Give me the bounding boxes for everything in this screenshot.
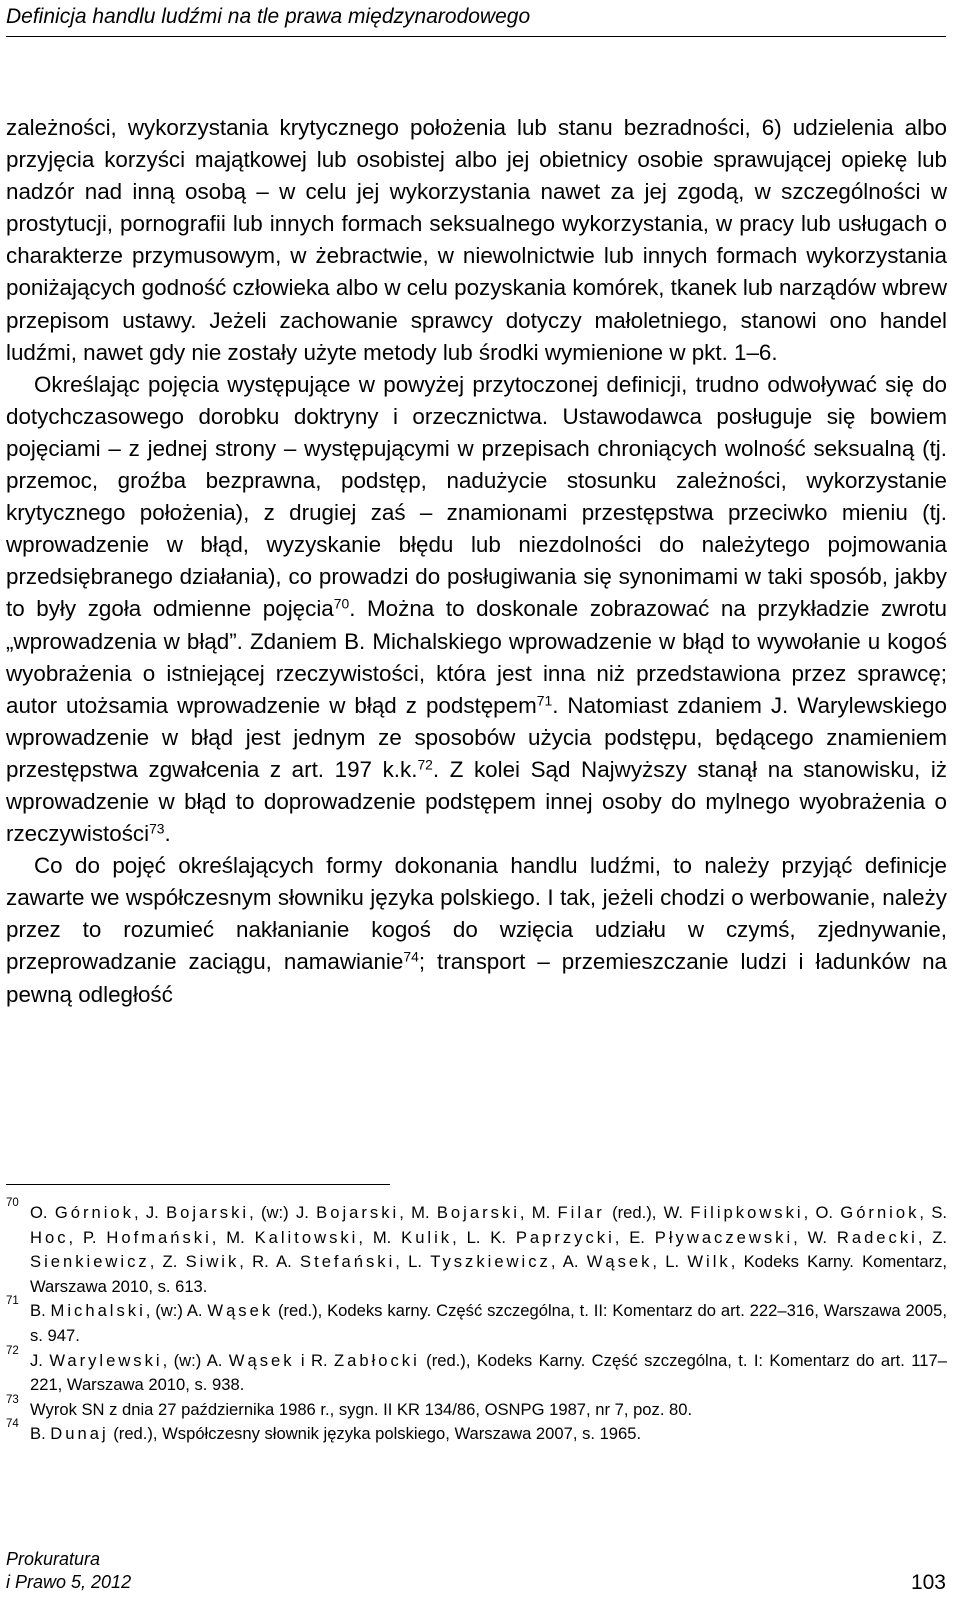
author-name: Radecki (836, 1227, 918, 1247)
footnote-number: 73 (6, 1393, 19, 1406)
author-name: Wąsek (586, 1252, 653, 1272)
footnote-text: , (w:) J. (249, 1203, 317, 1222)
journal-citation (6, 1548, 131, 1594)
paragraph-3-text-a: Co do pojęć określających formy dokonania handlu ludźmi, to należy przyjąć definicje zawarte we współczesnym słowniku języka polskiego. I tak, jeżeli chodzi o werbowanie, należy przez to rozumieć nakłanianie kogoś do wzięcia udziału w czymś, zjednywanie, przeprowadzanie zaciągu, namawianie (6, 853, 947, 975)
paragraph-3 (6, 850, 947, 1010)
author-name: Siwik (185, 1252, 240, 1272)
footnote-text: , M. (358, 1227, 402, 1247)
paragraph-2-text-b: . Można to doskonale zobrazować na przykładzie zwrotu „wprowadzenia w błąd”. Zdaniem B. Michalskiego wprowadzenie w błąd to wywołanie u kogoś wyobrażenia o istniejącej rzeczywistości, która jest inna niż przedstawiona przez sprawcę; autor utożsamia wprowadzenie w błąd z podstępem (6, 596, 947, 718)
author-name: Górniok (54, 1203, 134, 1222)
footnote-text: , W. (793, 1227, 837, 1247)
footnote-text: , L. (395, 1252, 431, 1272)
footnote-text: , (w:) A. (162, 1350, 229, 1370)
author-name: Bojarski (436, 1203, 520, 1222)
footnote-text: , O. (803, 1203, 841, 1222)
footnote-ref-70[interactable]: 70 (333, 595, 350, 612)
footnote-ref-71[interactable]: 71 (536, 692, 553, 709)
footnote-text: , M. (399, 1203, 437, 1222)
author-name: Sienkiewicz (30, 1252, 150, 1272)
author-name: Dunaj (50, 1424, 109, 1444)
footnote-text: , L. K. (452, 1227, 516, 1247)
footnote-text: , R. A. (239, 1252, 301, 1272)
footnote-separator (6, 1184, 390, 1185)
footnote-number: 72 (6, 1344, 19, 1357)
page-number: 103 (910, 1571, 946, 1594)
journal-name: Prokuratura (6, 1549, 101, 1569)
footnote-text: O. (30, 1203, 55, 1222)
footnote-text: , J. (133, 1203, 167, 1222)
author-name: Bojarski (316, 1203, 400, 1222)
paragraph-2-text-d: . Z kolei Sąd Najwyższy stanął na stanowisku, iż wprowadzenie w błąd to doprowadzenie podstępem innej osoby do mylnego wyobrażenia o rzeczywistości (6, 756, 948, 847)
footnote-text: (red.), Współczesny słownik języka polskiego, Warszawa 2007, s. 1965. (108, 1424, 642, 1444)
author-name: Kulik (401, 1227, 453, 1247)
author-name: Hofmański (106, 1227, 212, 1247)
footnote-text: , Kodeks Karny. Komentarz, Warszawa 2010, s. 613. (30, 1252, 947, 1296)
paragraph-2 (6, 369, 947, 850)
footnote-text: , M. (519, 1203, 558, 1222)
author-name: Pływaczewski (654, 1227, 794, 1247)
author-name: Bojarski (166, 1203, 250, 1222)
author-name: Stefański (300, 1252, 396, 1272)
footnote-text: (red.), Kodeks Karny. Część szczególna, t. I: Komentarz do art. 117–221, Warszawa 2010, s. 938. (30, 1350, 947, 1395)
footnote-text: , M. (211, 1227, 255, 1247)
author-name: Filipkowski (690, 1203, 804, 1222)
footnote-text: , P. (68, 1227, 107, 1247)
author-name: Wilk (687, 1252, 731, 1272)
footnote-ref-73[interactable]: 73 (149, 820, 165, 837)
author-name: Paprzycki (515, 1227, 615, 1247)
paragraph-1 (6, 112, 947, 369)
paragraph-2-text-e: . (164, 821, 171, 847)
footnote-74 (6, 1418, 947, 1447)
footnote-text: , S. (919, 1203, 947, 1222)
running-header (6, 2, 946, 37)
paragraph-2-text-a: Określając pojęcia występujące w powyżej przytoczonej definicji, trudno odwoływać się do dotychczasowego dorobku doktryny i orzecznictwa. Ustawodawca posługuje się bowiem pojęciami – z jednej strony – występującymi w przepisach chroniących wolność seksualną (tj. przemoc, groźba bezprawna, podstęp, nadużycie stosunku zależności, wykorzystanie krytycznego położenia), z drugiej zaś – znamionami przestępstwa przeciwko mieniu (tj. wprowadzenie w błąd, wyzyskanie błędu lub niezdolności do należytego pojmowania przedsiębranego działania), co prowadzi do posługiwania się synonimami w taki sposób, jakby to były zgoła odmienne pojęcia (6, 371, 947, 622)
author-name: Górniok (840, 1203, 920, 1222)
running-header-title: Definicja handlu ludźmi na tle prawa międzynarodowego (6, 5, 531, 28)
footnote-72 (6, 1344, 947, 1398)
footnote-73 (6, 1393, 947, 1423)
footnote-ref-72[interactable]: 72 (417, 756, 433, 773)
journal-issue: i Prawo 5, 2012 (6, 1572, 132, 1592)
author-name: Wąsek (228, 1350, 295, 1370)
footnote-text: , E. (614, 1227, 655, 1247)
footnote-number: 70 (6, 1197, 19, 1209)
footnote-text: i R. (294, 1350, 334, 1370)
author-name: Filar (557, 1203, 605, 1222)
footnote-text: , L. (652, 1252, 688, 1272)
author-name: Kalitowski (254, 1227, 359, 1247)
paragraph-1-text: zależności, wykorzystania krytycznego położenia lub stanu bezradności, 6) udzielenia albo przyjęcia korzyści majątkowej lub osobistej albo jej obietnicy osobie sprawującej opiekę lub nadzór nad inną osobą – w celu jej wykorzystania nawet za jej zgodą, w szczególności w prostytucji, pornografii lub innych formach seksualnego wykorzystania, w pracy lub usługach o charakterze przymusowym, w żebractwie, w niewolnictwie lub innych formach wykorzystania poniżających godność człowieka albo w celu pozyskania komórek, tkanek lub narządów wbrew przepisom ustawy. Jeżeli zachowanie sprawcy dotyczy małoletniego, stanowi ono handel ludźmi, nawet gdy nie zostały użyte metody lub środki wymienione w pkt. 1–6. (6, 115, 947, 365)
author-name: Zabłocki (333, 1350, 420, 1370)
footnote-text: (red.), Kodeks karny. Część szczególna, t. II: Komentarz do art. 222–316, Warszawa 2005, s. 947. (30, 1301, 947, 1345)
footnote-text: B. (30, 1301, 51, 1321)
footnote-text: (red.), W. (604, 1203, 691, 1222)
footnote-text: , Z. (917, 1227, 948, 1247)
footnote-text: Wyrok SN z dnia 27 października 1986 r., sygn. II KR 134/86, OSNPG 1987, nr 7, poz. 80. (30, 1399, 693, 1419)
footnote-text: , (w:) A. (145, 1301, 208, 1321)
footnote-text: , Z. (149, 1252, 186, 1272)
footnotes (6, 1197, 948, 1447)
footnote-text: , A. (550, 1252, 587, 1272)
main-text (6, 112, 947, 1011)
footnote-70 (6, 1197, 948, 1299)
paragraph-2-text-c: . Natomiast zdaniem J. Warylewskiego wprowadzenie w błąd jest jednym ze sposobów użycia podstępu, będącego znamieniem przestępstwa zgwałcenia z art. 197 k.k. (6, 692, 948, 782)
author-name: Warylewski (49, 1350, 163, 1370)
footnote-text: J. (30, 1350, 50, 1370)
footnote-71 (6, 1295, 947, 1348)
author-name: Tyszkiewicz (430, 1252, 551, 1272)
author-name: Michalski (50, 1301, 146, 1321)
footnote-number: 71 (6, 1295, 19, 1308)
footnote-number: 74 (6, 1418, 19, 1431)
author-name: Wąsek (207, 1301, 274, 1321)
author-name: Hoc (30, 1227, 69, 1247)
footnote-text: B. (30, 1424, 51, 1444)
footnote-ref-74[interactable]: 74 (403, 948, 419, 965)
paragraph-3-text-b: ; transport – przemieszczanie ludzi i ładunków na pewną odległość (6, 949, 947, 1007)
